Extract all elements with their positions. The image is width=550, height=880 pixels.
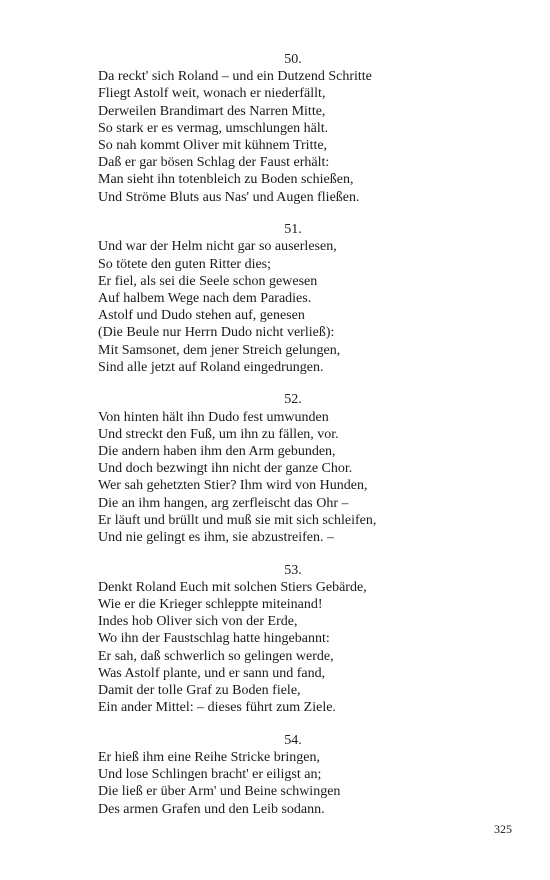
stanza-number: 54. [284, 732, 302, 748]
verse-line: Fliegt Astolf weit, wonach er niederfällt, [98, 86, 326, 102]
verse-line: Man sieht ihn totenbleich zu Boden schießen, [98, 172, 354, 188]
verse-line: Da reckt' sich Roland – und ein Dutzend Schritte [98, 69, 372, 85]
verse-line: Auf halbem Wege nach dem Paradies. [98, 290, 312, 306]
verse-line: Und Ströme Bluts aus Nas' und Augen fließen. [98, 189, 360, 205]
verse-line: Die andern haben ihm den Arm gebunden, [98, 443, 336, 459]
page-number: 325 [494, 822, 512, 836]
verse-line: Er hieß ihm eine Reihe Stricke bringen, [98, 749, 320, 765]
verse-line: So tötete den guten Ritter dies; [98, 256, 272, 272]
verse-line: Daß er gar bösen Schlag der Faust erhält: [98, 155, 330, 171]
verse-line: Wer sah gehetzten Stier? Ihm wird von Hunden, [98, 478, 368, 494]
verse-line: Er sah, daß schwerlich so gelingen werde, [98, 648, 334, 664]
verse-line: Er fiel, als sei die Seele schon gewesen [98, 273, 318, 289]
verse-line: Ein ander Mittel: – dieses führt zum Ziele. [98, 700, 336, 716]
verse-line: Damit der tolle Graf zu Boden fiele, [98, 682, 301, 698]
verse-line: So nah kommt Oliver mit kühnem Tritte, [98, 137, 328, 153]
stanza [98, 562, 498, 717]
stanza [98, 732, 498, 818]
stanza [98, 391, 498, 546]
verse-line: Wo ihn der Faustschlag hatte hingebannt: [98, 631, 330, 647]
verse-line: (Die Beule nur Herrn Dudo nicht verließ): [98, 325, 335, 341]
verse-line: Und doch bezwingt ihn nicht der ganze Chor. [98, 461, 353, 477]
verse-line: Sind alle jetzt auf Roland eingedrungen. [98, 359, 324, 375]
verse-line: Die an ihm hangen, arg zerfleischt das Ohr – [98, 495, 349, 511]
stanza-number: 50. [284, 52, 302, 67]
verse-line: Denkt Roland Euch mit solchen Stiers Gebärde, [98, 579, 367, 595]
poem-body [98, 51, 498, 833]
verse-line: Des armen Grafen und den Leib sodann. [98, 801, 325, 817]
stanza-number: 51. [284, 222, 302, 238]
verse-line: Die ließ er über Arm' und Beine schwingen [98, 784, 341, 800]
stanza-number: 52. [284, 392, 302, 408]
stanza [98, 51, 498, 206]
verse-line: Und streckt den Fuß, um ihn zu fällen, vor. [98, 426, 339, 442]
verse-line: Was Astolf plante, und er sann und fand, [98, 665, 326, 681]
verse-line: Er läuft und brüllt und muß sie mit sich schleifen, [98, 512, 377, 528]
verse-line: Derweilen Brandimart des Narren Mitte, [98, 103, 326, 119]
verse-line: Und war der Helm nicht gar so auserlesen, [98, 239, 337, 255]
verse-line: Von hinten hält ihn Dudo fest umwunden [98, 409, 329, 425]
verse-line: Wie er die Krieger schleppte miteinand! [98, 596, 323, 612]
verse-line: Mit Samsonet, dem jener Streich gelungen, [98, 342, 341, 358]
verse-line: Und lose Schlingen bracht' er eiligst an; [98, 767, 322, 783]
verse-line: Astolf und Dudo stehen auf, genesen [98, 308, 305, 324]
verse-line: So stark er es vermag, umschlungen hält. [98, 120, 329, 136]
verse-line: Indes hob Oliver sich von der Erde, [98, 614, 298, 630]
stanza-number: 53. [284, 562, 302, 578]
verse-line: Und nie gelingt es ihm, sie abzustreifen. – [98, 529, 334, 545]
stanza [98, 221, 498, 376]
